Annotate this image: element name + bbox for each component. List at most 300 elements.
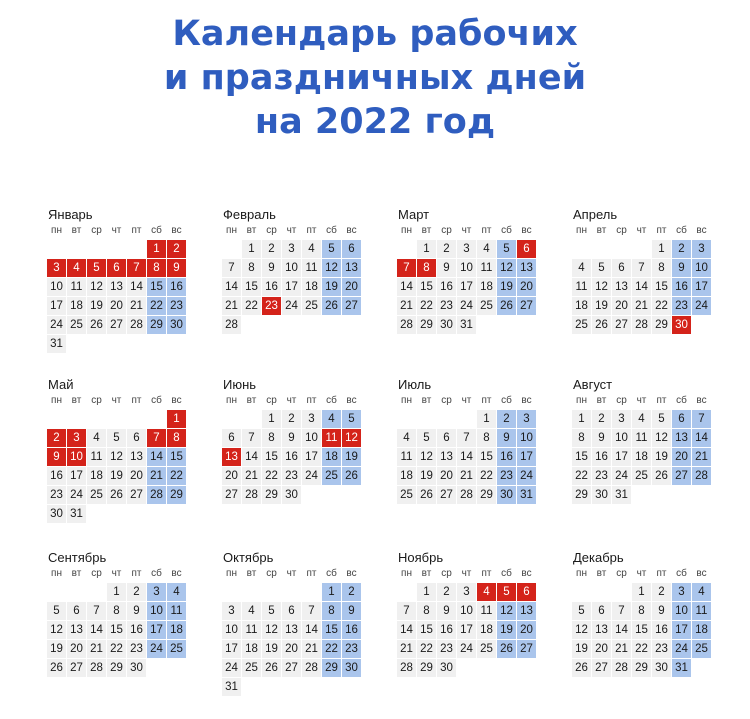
day-cell-workday: 24 <box>282 297 301 315</box>
day-cell-workday: 3 <box>457 583 476 601</box>
day-cell-weekend: 15 <box>322 621 341 639</box>
day-cell-weekend: 13 <box>517 259 536 277</box>
weekday-label: пт <box>481 395 492 406</box>
empty-cell <box>457 410 476 428</box>
weekday-label: пн <box>576 568 587 579</box>
day-cell-holiday: 9 <box>47 448 66 466</box>
days-grid <box>572 583 712 677</box>
weekday-label: чт <box>636 568 647 579</box>
day-cell-workday: 28 <box>127 316 146 334</box>
month-block <box>397 206 537 334</box>
day-cell-workday: 22 <box>652 297 671 315</box>
weekday-label: пн <box>401 225 412 236</box>
day-cell-workday: 27 <box>107 316 126 334</box>
day-cell-weekend: 9 <box>497 429 516 447</box>
day-cell-workday: 24 <box>612 467 631 485</box>
day-cell-workday: 16 <box>437 278 456 296</box>
day-cell-workday: 16 <box>652 621 671 639</box>
day-cell-holiday: 2 <box>167 240 186 258</box>
day-cell-weekend: 25 <box>692 640 711 658</box>
day-cell-workday: 30 <box>127 659 146 677</box>
month-name: Декабрь <box>573 550 624 565</box>
day-cell-workday: 25 <box>397 486 416 504</box>
day-cell-weekend: 3 <box>147 583 166 601</box>
weekday-label: ср <box>616 568 627 579</box>
day-cell-weekend: 20 <box>517 278 536 296</box>
day-cell-holiday: 8 <box>167 429 186 447</box>
day-cell-weekend: 29 <box>167 486 186 504</box>
day-cell-workday: 2 <box>437 240 456 258</box>
day-cell-workday: 14 <box>127 278 146 296</box>
weekday-label: ср <box>441 568 452 579</box>
weekday-label: пн <box>576 395 587 406</box>
day-cell-weekend: 19 <box>497 278 516 296</box>
day-cell-workday: 25 <box>67 316 86 334</box>
day-cell-workday: 19 <box>417 467 436 485</box>
day-cell-workday: 31 <box>222 678 241 696</box>
day-cell-weekend: 1 <box>322 583 341 601</box>
day-cell-weekend: 5 <box>322 240 341 258</box>
day-cell-workday: 12 <box>47 621 66 639</box>
month-name: Июнь <box>223 377 257 392</box>
empty-cell <box>67 583 86 601</box>
day-cell-workday: 22 <box>572 467 591 485</box>
day-cell-workday: 2 <box>262 240 281 258</box>
weekday-label: пн <box>226 568 237 579</box>
empty-cell <box>87 583 106 601</box>
days-grid <box>222 583 362 696</box>
day-cell-workday: 20 <box>222 467 241 485</box>
day-cell-workday: 7 <box>457 429 476 447</box>
weekday-label: пн <box>51 225 62 236</box>
weekday-label: вс <box>521 568 532 579</box>
weekday-label: пт <box>306 568 317 579</box>
day-cell-workday: 5 <box>592 259 611 277</box>
day-cell-weekend: 23 <box>497 467 516 485</box>
empty-cell <box>47 410 66 428</box>
day-cell-workday: 20 <box>67 640 86 658</box>
weekday-header <box>572 394 712 408</box>
day-cell-holiday: 23 <box>262 297 281 315</box>
day-cell-holiday: 1 <box>147 240 166 258</box>
day-cell-workday: 21 <box>87 640 106 658</box>
day-cell-workday: 14 <box>457 448 476 466</box>
day-cell-workday: 8 <box>242 259 261 277</box>
day-cell-workday: 30 <box>652 659 671 677</box>
day-cell-workday: 31 <box>612 486 631 504</box>
empty-cell <box>67 240 86 258</box>
day-cell-workday: 2 <box>127 583 146 601</box>
day-cell-weekend: 7 <box>692 410 711 428</box>
weekday-label: вт <box>421 395 432 406</box>
day-cell-weekend: 12 <box>322 259 341 277</box>
day-cell-workday: 9 <box>437 259 456 277</box>
weekday-label: пт <box>656 395 667 406</box>
day-cell-weekend: 4 <box>167 583 186 601</box>
day-cell-holiday: 8 <box>147 259 166 277</box>
day-cell-holiday: 8 <box>417 259 436 277</box>
day-cell-workday: 12 <box>417 448 436 466</box>
weekday-label: пн <box>401 395 412 406</box>
day-cell-weekend: 16 <box>167 278 186 296</box>
day-cell-workday: 30 <box>592 486 611 504</box>
day-cell-workday: 10 <box>302 429 321 447</box>
weekday-label: вс <box>171 225 182 236</box>
day-cell-workday: 29 <box>477 486 496 504</box>
day-cell-weekend: 17 <box>692 278 711 296</box>
day-cell-workday: 11 <box>397 448 416 466</box>
weekday-label: сб <box>326 568 337 579</box>
day-cell-weekend: 19 <box>342 448 361 466</box>
day-cell-workday: 6 <box>282 602 301 620</box>
days-grid <box>397 410 537 504</box>
weekday-label: вс <box>171 568 182 579</box>
weekday-label: вт <box>246 225 257 236</box>
empty-cell <box>222 583 241 601</box>
weekday-label: чт <box>461 395 472 406</box>
weekday-label: вс <box>696 568 707 579</box>
day-cell-workday: 28 <box>457 486 476 504</box>
weekday-label: вт <box>421 225 432 236</box>
month-block <box>222 206 362 334</box>
day-cell-workday: 10 <box>222 621 241 639</box>
day-cell-workday: 17 <box>67 467 86 485</box>
day-cell-weekend: 23 <box>672 297 691 315</box>
day-cell-workday: 11 <box>302 259 321 277</box>
weekday-label: вт <box>246 395 257 406</box>
day-cell-workday: 27 <box>282 659 301 677</box>
day-cell-workday: 6 <box>67 602 86 620</box>
day-cell-workday: 31 <box>67 505 86 523</box>
day-cell-workday: 23 <box>652 640 671 658</box>
weekday-header <box>47 394 187 408</box>
weekday-label: пн <box>226 225 237 236</box>
days-grid <box>572 240 712 334</box>
day-cell-workday: 17 <box>302 448 321 466</box>
days-grid <box>47 240 187 353</box>
weekday-label: чт <box>286 395 297 406</box>
day-cell-holiday: 4 <box>477 583 496 601</box>
weekday-label: ср <box>441 225 452 236</box>
day-cell-weekend: 11 <box>167 602 186 620</box>
day-cell-workday: 18 <box>87 467 106 485</box>
weekday-label: сб <box>151 568 162 579</box>
day-cell-weekend: 27 <box>517 640 536 658</box>
weekday-label: сб <box>326 225 337 236</box>
day-cell-workday: 28 <box>302 659 321 677</box>
weekday-label: пт <box>656 225 667 236</box>
day-cell-workday: 1 <box>572 410 591 428</box>
day-cell-workday: 25 <box>87 486 106 504</box>
weekday-label: ср <box>91 568 102 579</box>
weekday-label: ср <box>616 225 627 236</box>
day-cell-workday: 21 <box>397 640 416 658</box>
day-cell-workday: 20 <box>107 297 126 315</box>
weekday-label: ср <box>616 395 627 406</box>
weekday-label: пн <box>51 395 62 406</box>
day-cell-weekend: 19 <box>322 278 341 296</box>
day-cell-workday: 14 <box>632 278 651 296</box>
weekday-label: чт <box>286 225 297 236</box>
day-cell-workday: 23 <box>437 640 456 658</box>
day-cell-workday: 7 <box>397 602 416 620</box>
day-cell-workday: 28 <box>242 486 261 504</box>
weekday-header <box>47 567 187 581</box>
weekday-label: сб <box>151 225 162 236</box>
day-cell-weekend: 16 <box>672 278 691 296</box>
day-cell-workday: 25 <box>477 640 496 658</box>
day-cell-workday: 12 <box>87 278 106 296</box>
month-name: Август <box>573 377 613 392</box>
day-cell-holiday: 11 <box>322 429 341 447</box>
weekday-label: чт <box>636 395 647 406</box>
day-cell-weekend: 27 <box>672 467 691 485</box>
weekday-label: пн <box>576 225 587 236</box>
day-cell-workday: 14 <box>397 621 416 639</box>
empty-cell <box>107 240 126 258</box>
weekday-label: сб <box>501 395 512 406</box>
weekday-label: вс <box>696 395 707 406</box>
day-cell-weekend: 26 <box>322 297 341 315</box>
day-cell-weekend: 30 <box>167 316 186 334</box>
day-cell-workday: 8 <box>417 602 436 620</box>
day-cell-weekend: 14 <box>147 448 166 466</box>
day-cell-weekend: 24 <box>672 640 691 658</box>
day-cell-workday: 1 <box>652 240 671 258</box>
day-cell-workday: 18 <box>67 297 86 315</box>
weekday-label: чт <box>286 568 297 579</box>
day-cell-workday: 9 <box>127 602 146 620</box>
days-grid <box>47 410 187 523</box>
day-cell-workday: 7 <box>87 602 106 620</box>
month-name: Апрель <box>573 207 618 222</box>
day-cell-workday: 12 <box>107 448 126 466</box>
day-cell-workday: 20 <box>612 297 631 315</box>
weekday-header <box>222 567 362 581</box>
day-cell-workday: 31 <box>47 335 66 353</box>
empty-cell <box>397 410 416 428</box>
day-cell-workday: 19 <box>592 297 611 315</box>
weekday-label: ср <box>91 225 102 236</box>
day-cell-workday: 21 <box>242 467 261 485</box>
day-cell-workday: 5 <box>652 410 671 428</box>
weekday-label: сб <box>676 395 687 406</box>
day-cell-holiday: 5 <box>87 259 106 277</box>
day-cell-holiday: 2 <box>47 429 66 447</box>
day-cell-workday: 11 <box>632 429 651 447</box>
day-cell-workday: 20 <box>437 467 456 485</box>
day-cell-weekend: 23 <box>167 297 186 315</box>
day-cell-workday: 22 <box>632 640 651 658</box>
day-cell-workday: 16 <box>127 621 146 639</box>
day-cell-workday: 2 <box>592 410 611 428</box>
day-cell-weekend: 3 <box>672 583 691 601</box>
weekday-header <box>222 394 362 408</box>
day-cell-workday: 6 <box>437 429 456 447</box>
month-block <box>397 549 537 677</box>
day-cell-weekend: 25 <box>322 467 341 485</box>
month-name: Июль <box>398 377 432 392</box>
day-cell-weekend: 2 <box>497 410 516 428</box>
day-cell-workday: 26 <box>47 659 66 677</box>
empty-cell <box>572 583 591 601</box>
day-cell-workday: 18 <box>242 640 261 658</box>
empty-cell <box>592 583 611 601</box>
day-cell-workday: 31 <box>457 316 476 334</box>
weekday-label: чт <box>461 225 472 236</box>
title-line-2: и праздничных дней <box>163 58 587 98</box>
day-cell-weekend: 30 <box>497 486 516 504</box>
day-cell-workday: 15 <box>242 278 261 296</box>
weekday-header <box>572 567 712 581</box>
day-cell-weekend: 12 <box>497 602 516 620</box>
day-cell-workday: 8 <box>572 429 591 447</box>
day-cell-weekend: 26 <box>497 640 516 658</box>
day-cell-workday: 3 <box>612 410 631 428</box>
empty-cell <box>107 410 126 428</box>
weekday-label: пт <box>656 568 667 579</box>
day-cell-workday: 26 <box>417 486 436 504</box>
day-cell-workday: 14 <box>222 278 241 296</box>
day-cell-workday: 29 <box>262 486 281 504</box>
weekday-label: ср <box>91 395 102 406</box>
empty-cell <box>572 240 591 258</box>
day-cell-weekend: 28 <box>147 486 166 504</box>
day-cell-workday: 18 <box>397 467 416 485</box>
day-cell-weekend: 6 <box>672 410 691 428</box>
weekday-label: сб <box>501 568 512 579</box>
day-cell-workday: 21 <box>612 640 631 658</box>
weekday-header <box>572 224 712 238</box>
weekday-label: чт <box>111 395 122 406</box>
day-cell-holiday: 13 <box>222 448 241 466</box>
day-cell-weekend: 17 <box>147 621 166 639</box>
title-line-1: Календарь рабочих <box>172 14 578 54</box>
day-cell-weekend: 27 <box>517 297 536 315</box>
day-cell-workday: 21 <box>632 297 651 315</box>
day-cell-holiday: 12 <box>342 429 361 447</box>
weekday-label: вт <box>596 568 607 579</box>
month-name: Февраль <box>223 207 276 222</box>
month-name: Январь <box>48 207 93 222</box>
day-cell-holiday: 6 <box>107 259 126 277</box>
day-cell-weekend: 5 <box>497 240 516 258</box>
empty-cell <box>437 410 456 428</box>
empty-cell <box>262 583 281 601</box>
day-cell-workday: 27 <box>222 486 241 504</box>
day-cell-workday: 9 <box>262 259 281 277</box>
day-cell-workday: 2 <box>437 583 456 601</box>
day-cell-workday: 28 <box>612 659 631 677</box>
day-cell-workday: 7 <box>222 259 241 277</box>
day-cell-workday: 12 <box>572 621 591 639</box>
month-block <box>397 376 537 504</box>
title-line-3: на 2022 год <box>254 102 496 142</box>
day-cell-workday: 15 <box>107 621 126 639</box>
day-cell-holiday: 3 <box>67 429 86 447</box>
weekday-label: чт <box>111 568 122 579</box>
day-cell-workday: 26 <box>262 659 281 677</box>
day-cell-workday: 28 <box>397 659 416 677</box>
day-cell-workday: 2 <box>282 410 301 428</box>
day-cell-workday: 1 <box>242 240 261 258</box>
day-cell-workday: 11 <box>87 448 106 466</box>
day-cell-holiday: 7 <box>127 259 146 277</box>
weekday-label: чт <box>636 225 647 236</box>
day-cell-workday: 23 <box>127 640 146 658</box>
day-cell-workday: 19 <box>47 640 66 658</box>
day-cell-workday: 11 <box>477 259 496 277</box>
empty-cell <box>417 410 436 428</box>
weekday-label: чт <box>111 225 122 236</box>
day-cell-workday: 1 <box>417 583 436 601</box>
day-cell-workday: 21 <box>127 297 146 315</box>
empty-cell <box>612 583 631 601</box>
day-cell-workday: 4 <box>572 259 591 277</box>
day-cell-workday: 4 <box>397 429 416 447</box>
day-cell-workday: 1 <box>632 583 651 601</box>
day-cell-workday: 16 <box>262 278 281 296</box>
day-cell-workday: 25 <box>572 316 591 334</box>
day-cell-workday: 8 <box>632 602 651 620</box>
empty-cell <box>242 410 261 428</box>
day-cell-workday: 10 <box>47 278 66 296</box>
day-cell-weekend: 21 <box>147 467 166 485</box>
day-cell-workday: 23 <box>592 467 611 485</box>
weekday-label: пт <box>131 568 142 579</box>
day-cell-weekend: 6 <box>342 240 361 258</box>
day-cell-workday: 13 <box>67 621 86 639</box>
weekday-label: вс <box>521 395 532 406</box>
day-cell-weekend: 4 <box>692 583 711 601</box>
day-cell-workday: 11 <box>242 621 261 639</box>
day-cell-workday: 9 <box>592 429 611 447</box>
day-cell-workday: 15 <box>417 278 436 296</box>
weekday-label: вт <box>71 568 82 579</box>
day-cell-workday: 1 <box>262 410 281 428</box>
day-cell-workday: 29 <box>107 659 126 677</box>
day-cell-workday: 15 <box>572 448 591 466</box>
day-cell-workday: 29 <box>652 316 671 334</box>
day-cell-weekend: 8 <box>322 602 341 620</box>
day-cell-workday: 18 <box>477 621 496 639</box>
empty-cell <box>127 410 146 428</box>
day-cell-workday: 7 <box>242 429 261 447</box>
day-cell-workday: 3 <box>302 410 321 428</box>
weekday-label: вт <box>71 225 82 236</box>
weekday-label: вт <box>71 395 82 406</box>
weekday-label: вс <box>346 568 357 579</box>
day-cell-workday: 6 <box>612 259 631 277</box>
day-cell-workday: 3 <box>282 240 301 258</box>
weekday-label: пт <box>481 568 492 579</box>
day-cell-workday: 15 <box>262 448 281 466</box>
empty-cell <box>147 410 166 428</box>
day-cell-weekend: 23 <box>342 640 361 658</box>
day-cell-weekend: 2 <box>342 583 361 601</box>
day-cell-weekend: 10 <box>147 602 166 620</box>
day-cell-workday: 26 <box>87 316 106 334</box>
day-cell-workday: 17 <box>457 278 476 296</box>
day-cell-weekend: 26 <box>497 297 516 315</box>
day-cell-workday: 19 <box>652 448 671 466</box>
day-cell-workday: 8 <box>107 602 126 620</box>
day-cell-workday: 19 <box>262 640 281 658</box>
day-cell-holiday: 6 <box>517 583 536 601</box>
day-cell-weekend: 17 <box>672 621 691 639</box>
day-cell-workday: 19 <box>87 297 106 315</box>
day-cell-workday: 24 <box>302 467 321 485</box>
